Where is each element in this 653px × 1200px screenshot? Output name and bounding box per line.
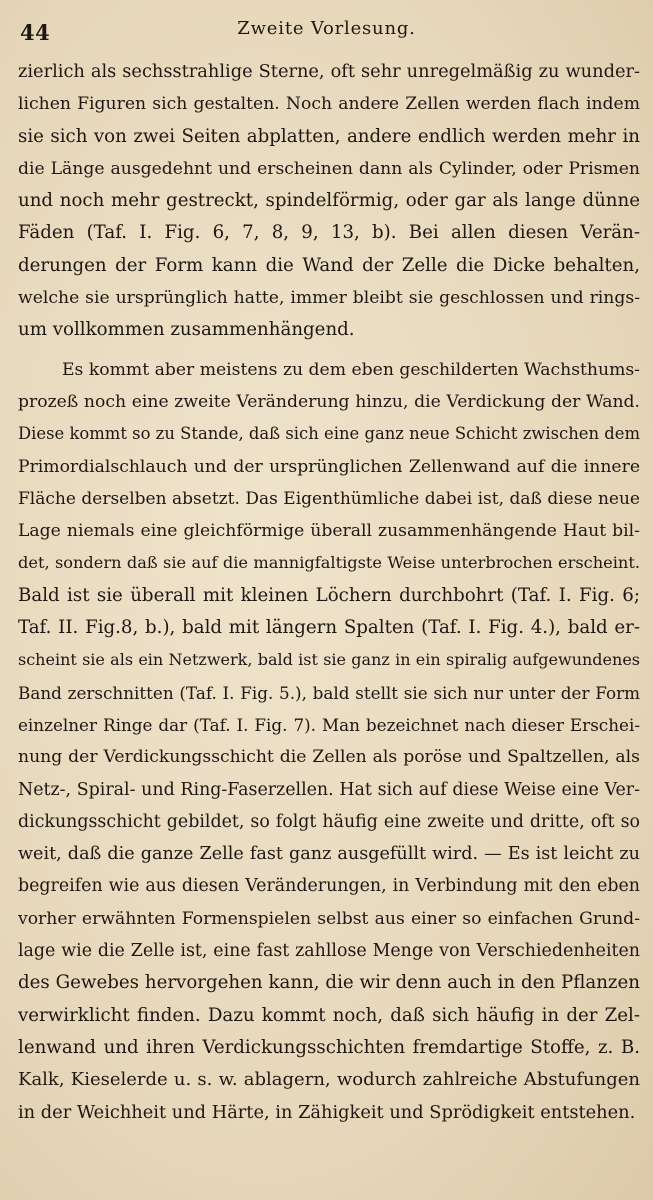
text-line: Kalk, Kieselerde u. s. w. ablagern, wodurch zahlreiche Abstufungen	[18, 1069, 640, 1091]
text-line: prozeß noch eine zweite Veränderung hinzu, die Verdickung der Wand.	[18, 391, 640, 412]
text-line: nung der Verdickungsschicht die Zellen als poröse und Spaltzellen, als	[18, 747, 640, 768]
text-line: weit, daß die ganze Zelle fast ganz ausgefüllt wird. — Es ist leicht zu	[18, 844, 640, 865]
text-line: vorher erwähnten Formenspielen selbst aus einer so einfachen Grund-	[18, 908, 640, 929]
text-line: lichen Figuren sich gestalten. Noch andere Zellen werden flach indem	[18, 94, 640, 115]
text-line: Lage niemals eine gleichförmige überall zusammenhängende Haut bil-	[18, 521, 640, 542]
text-line: lage wie die Zelle ist, eine fast zahllose Menge von Verschiedenheiten	[18, 941, 640, 962]
text-line: Bald ist sie überall mit kleinen Löchern durchbohrt (Taf. I. Fig. 6;	[18, 584, 640, 606]
body-text	[18, 56, 640, 1129]
text-line: des Gewebes hervorgehen kann, die wir denn auch in den Pflanzen	[18, 972, 640, 994]
text-line: Taf. II. Fig.8, b.), bald mit längern Spalten (Taf. I. Fig. 4.), bald er-	[18, 617, 640, 639]
text-line: Band zerschnitten (Taf. I. Fig. 5.), bald stellt sie sich nur unter der Form	[18, 682, 640, 703]
text-line: sie sich von zwei Seiten abplatten, andere endlich werden mehr in	[18, 125, 640, 147]
text-line: det, sondern daß sie auf die mannigfaltigste Weise unterbrochen erscheint.	[18, 553, 640, 573]
text-line: Fläche derselben absetzt. Das Eigenthümliche dabei ist, daß diese neue	[18, 488, 640, 509]
text-line: Es kommt aber meistens zu dem eben geschilderten Wachsthums-	[62, 359, 640, 380]
text-line: und noch mehr gestreckt, spindelförmig, oder gar als lange dünne	[18, 190, 640, 212]
text-line: welche sie ursprünglich hatte, immer bleibt sie geschlossen und rings-	[18, 288, 640, 309]
text-line: Fäden (Taf. I. Fig. 6, 7, 8, 9, 13, b). Bei allen diesen Verän-	[18, 222, 640, 244]
paragraph-gap	[18, 347, 640, 354]
paragraph-1	[18, 56, 640, 347]
running-head: Zweite Vorlesung.	[237, 18, 416, 39]
text-line: Diese kommt so zu Stande, daß sich eine ganz neue Schicht zwischen dem	[18, 424, 640, 444]
text-line: derungen der Form kann die Wand der Zelle die Dicke behalten,	[18, 254, 640, 276]
paragraph-2	[18, 354, 640, 1129]
text-line: in der Weichheit und Härte, in Zähigkeit und Sprödigkeit entstehen.	[18, 1101, 636, 1123]
page-number: 44	[20, 20, 51, 45]
text-line: um vollkommen zusammenhängend.	[18, 319, 355, 341]
text-line: begreifen wie aus diesen Veränderungen, in Verbindung mit den eben	[18, 876, 640, 897]
text-line: verwirklicht finden. Dazu kommt noch, daß sich häufig in der Zel-	[18, 1004, 640, 1026]
text-line: Primordialschlauch und der ursprünglichen Zellenwand auf die innere	[18, 456, 640, 477]
text-line: Netz-, Spiral- und Ring-Faserzellen. Hat sich auf diese Weise eine Ver-	[18, 779, 640, 800]
text-line: lenwand und ihren Verdickungsschichten fremdartige Stoffe, z. B.	[18, 1036, 640, 1058]
text-line: die Länge ausgedehnt und erscheinen dann als Cylinder, oder Prismen	[18, 158, 640, 179]
text-line: zierlich als sechsstrahlige Sterne, oft sehr unregelmäßig zu wunder-	[18, 61, 640, 82]
text-line: einzelner Ringe dar (Taf. I. Fig. 7). Man bezeichnet nach dieser Erschei-	[18, 714, 640, 735]
page-header	[20, 12, 633, 48]
text-line: dickungsschicht gebildet, so folgt häufig eine zweite und dritte, oft so	[18, 811, 640, 832]
text-line: scheint sie als ein Netzwerk, bald ist sie ganz in ein spiralig aufgewundenes	[18, 650, 640, 670]
